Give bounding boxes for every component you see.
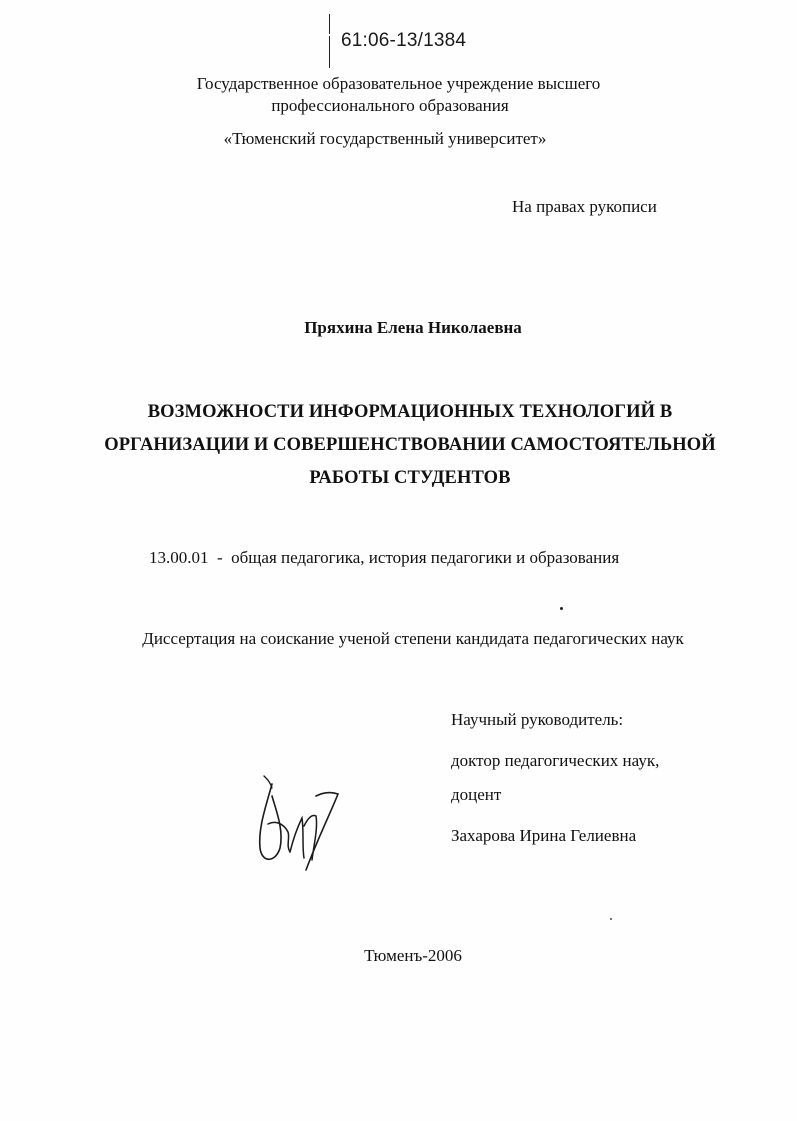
archive-mark-line-top [329,14,330,34]
archive-mark-line-bottom [329,36,330,68]
archive-code: 61:06-13/1384 [341,30,467,51]
title-line: РАБОТЫ СТУДЕНТОВ [309,468,511,488]
supervisor-title: доцент [451,785,502,804]
title-line: ВОЗМОЖНОСТИ ИНФОРМАЦИОННЫХ ТЕХНОЛОГИЙ В [147,402,673,422]
institution-line-1: Государственное образовательное учреждение высшего [196,74,601,93]
specialty-code: 13.00.01 - общая педагогика, история педагогики и образования [149,548,620,567]
ink-dot [560,607,563,610]
paper-speck [610,918,612,920]
title-line: ОРГАНИЗАЦИИ И СОВЕРШЕНСТВОВАНИИ САМОСТОЯТЕЛЬНОЙ [104,435,716,455]
dissertation-title [60,396,760,495]
institution-line-2: профессионального образования [271,96,509,115]
degree-statement: Диссертация на соискание ученой степени кандидата педагогических наук [142,629,684,648]
supervisor-heading: Научный руководитель: [451,710,624,729]
handwritten-signature [246,766,346,876]
author-name: Пряхина Елена Николаевна [304,318,522,337]
university-name: «Тюменский государственный университет» [223,129,547,148]
manuscript-rights: На правах рукописи [512,197,657,216]
city-year: Тюменъ-2006 [364,946,462,965]
supervisor-degree: доктор педагогических наук, [451,751,660,770]
supervisor-name: Захарова Ирина Гелиевна [451,826,637,845]
